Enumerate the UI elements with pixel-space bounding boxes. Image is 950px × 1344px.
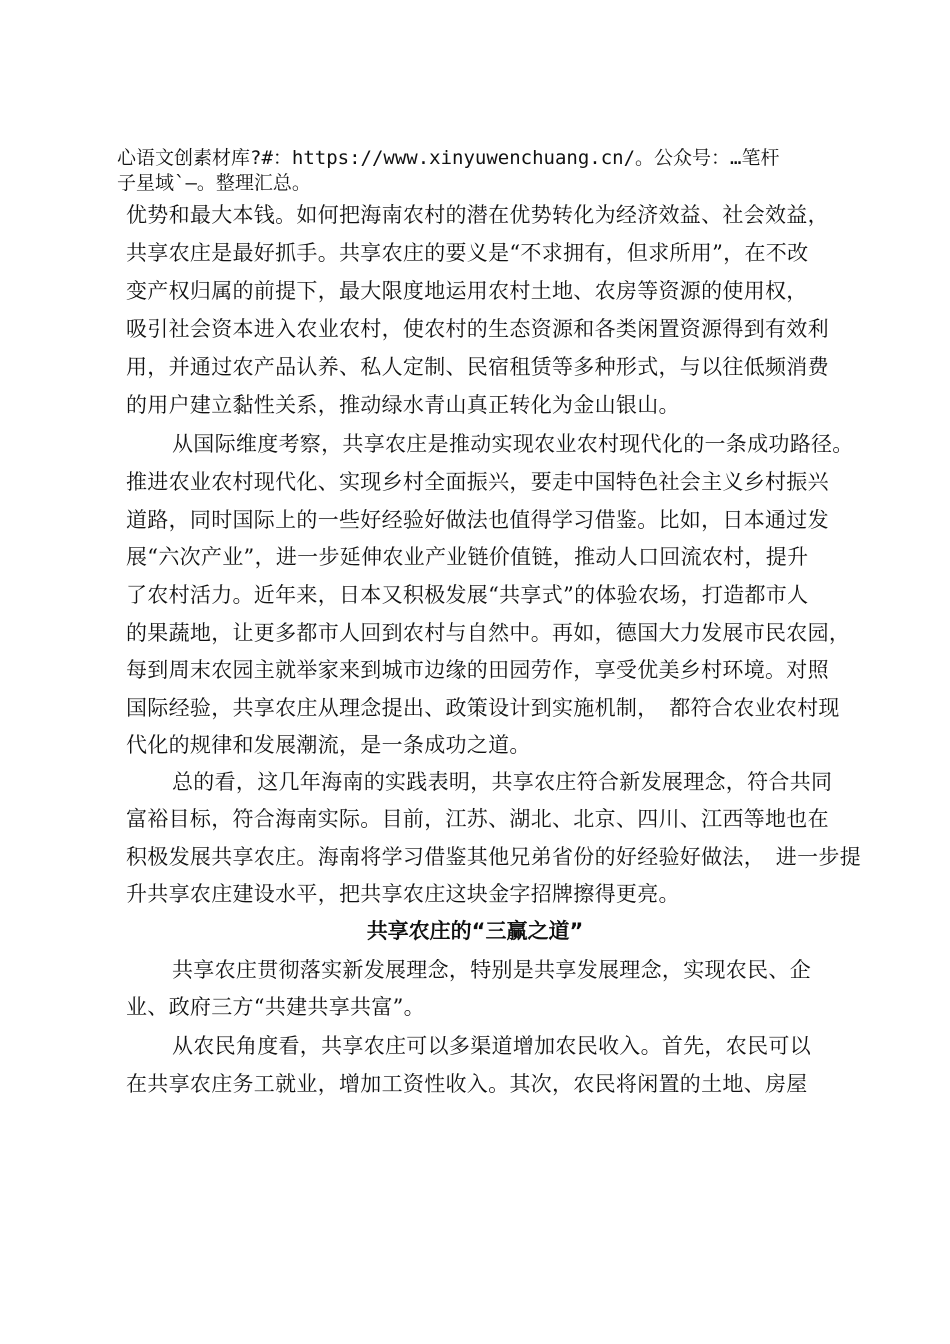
body-line: 的用户建立黏性关系，推动绿水青山真正转化为金山银山。 bbox=[126, 393, 680, 417]
paragraph-first-line: 从农民角度看，共享农庄可以多渠道增加农民收入。首先，农民可以 bbox=[172, 1034, 811, 1058]
paragraph-first-line: 从国际维度考察，共享农庄是推动实现农业农村现代化的一条成功路径。 bbox=[172, 432, 854, 456]
body-line: 业、政府三方“共建共享共富”。 bbox=[126, 995, 425, 1019]
body-line: 国际经验，共享农庄从理念提出、政策设计到实施机制， 都符合农业农村现 bbox=[126, 696, 840, 720]
paragraph-first-line: 共享农庄贯彻落实新发展理念，特别是共享发展理念，实现农民、企 bbox=[172, 958, 811, 982]
body-line: 吸引社会资本进入农业农村，使农村的生态资源和各类闲置资源得到有效利 bbox=[126, 317, 829, 341]
body-line: 在共享农庄务工就业，增加工资性收入。其次，农民将闲置的土地、房屋 bbox=[126, 1072, 808, 1096]
body-line: 代化的规律和发展潮流，是一条成功之道。 bbox=[126, 733, 531, 757]
body-line: 富裕目标，符合海南实际。目前，江苏、湖北、北京、四川、江西等地也在 bbox=[126, 807, 829, 831]
body-line: 每到周末农园主就举家来到城市边缘的田园劳作，享受优美乡村环境。对照 bbox=[126, 658, 829, 682]
body-line: 道路，同时国际上的一些好经验好做法也值得学习借鉴。比如，日本通过发 bbox=[126, 508, 829, 532]
body-line: 共享农庄是最好抓手。共享农庄的要义是“不求拥有，但求所用”，在不改 bbox=[126, 241, 809, 265]
body-line: 升共享农庄建设水平，把共享农庄这块金字招牌擦得更亮。 bbox=[126, 882, 680, 906]
body-line: 推进农业农村现代化、实现乡村全面振兴，要走中国特色社会主义乡村振兴 bbox=[126, 470, 829, 494]
body-line: 积极发展共享农庄。海南将学习借鉴其他兄弟省份的好经验好做法， 进一步提 bbox=[126, 845, 861, 869]
source-header-line-1: 心语文创素材库?#：https://www.xinyuwenchuang.cn/。公众号：…笔杆 bbox=[117, 147, 780, 169]
section-heading: 共享农庄的“三赢之道” bbox=[366, 919, 584, 943]
body-line: 展“六次产业”，进一步延伸农业产业链价值链，推动人口回流农村，提升 bbox=[126, 545, 809, 569]
paragraph-first-line: 总的看，这几年海南的实践表明，共享农庄符合新发展理念，符合共同 bbox=[172, 770, 833, 794]
body-line: 变产权归属的前提下，最大限度地运用农村土地、农房等资源的使用权， bbox=[126, 279, 808, 303]
body-line: 优势和最大本钱。如何把海南农村的潜在优势转化为经济效益、社会效益， bbox=[126, 203, 829, 227]
body-line: 的果蔬地，让更多都市人回到农村与自然中。再如，德国大力发展市民农园， bbox=[126, 621, 851, 645]
body-line: 用，并通过农产品认养、私人定制、民宿租赁等多种形式，与以往低频消费 bbox=[126, 355, 829, 379]
source-header bbox=[117, 146, 847, 196]
body-line: 了农村活力。近年来，日本又积极发展“共享式”的体验农场，打造都市人 bbox=[126, 583, 809, 607]
source-header-line-2: 子星域`—。整理汇总。 bbox=[117, 172, 311, 194]
